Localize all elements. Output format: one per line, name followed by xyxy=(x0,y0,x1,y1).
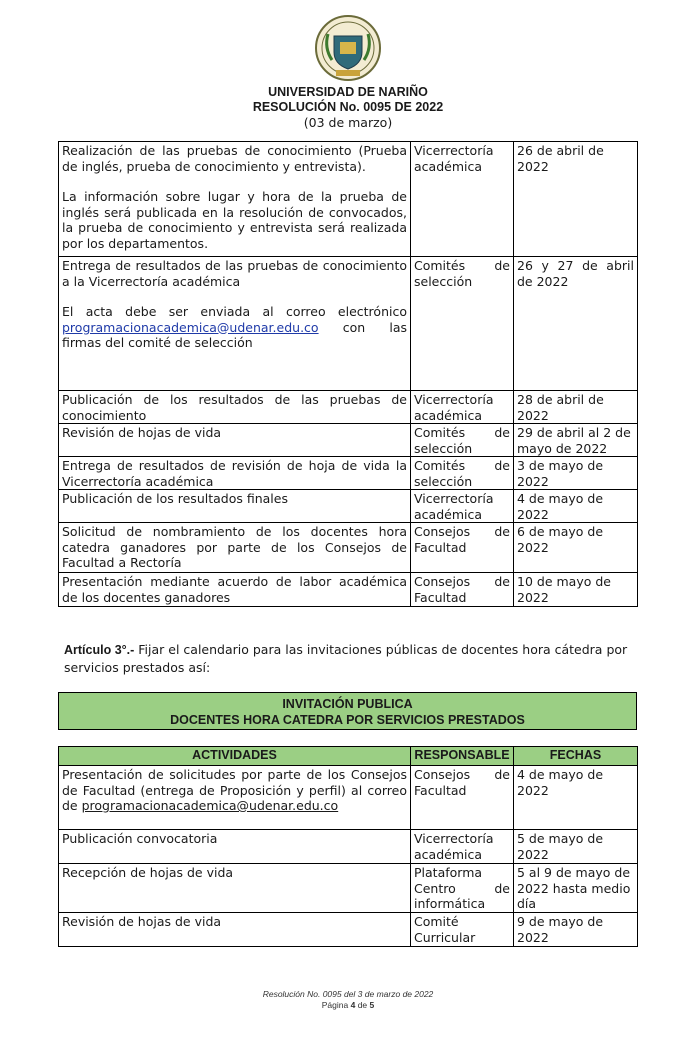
invitation-subtitle: DOCENTES HORA CATEDRA POR SERVICIOS PRESTADOS xyxy=(170,713,525,727)
date-cell: 4 de mayo de 2022 xyxy=(514,766,638,830)
university-name: UNIVERSIDAD DE NARIÑO xyxy=(268,85,428,99)
table-header-row xyxy=(59,747,638,766)
activity-cell: Recepción de hojas de vida xyxy=(59,864,411,913)
table-row xyxy=(59,830,638,864)
responsible-cell: Comités de selección xyxy=(411,257,514,391)
activity-cell: Presentación de solicitudes por parte de los Consejos de Facultad (entrega de Proposición y perfil) al correo de programacionacademica@udenar.edu.co xyxy=(59,766,411,830)
date-cell: 26 y 27 de abril de 2022 xyxy=(514,257,638,391)
schedule-table-2 xyxy=(58,746,638,947)
date-cell: 29 de abril al 2 de mayo de 2022 xyxy=(514,424,638,457)
table-row xyxy=(59,864,638,913)
responsible-cell: Plataforma Centro de informática xyxy=(411,864,514,913)
activity-cell: Entrega de resultados de revisión de hoja de vida la Vicerrectoría académica xyxy=(59,457,411,490)
activity-cell: Publicación convocatoria xyxy=(59,830,411,864)
column-header-dates: FECHAS xyxy=(514,747,638,766)
date-cell: 4 de mayo de 2022 xyxy=(514,490,638,523)
resolution-date: (03 de marzo) xyxy=(303,115,393,130)
date-cell: 26 de abril de 2022 xyxy=(514,142,638,257)
email-link[interactable]: programacionacademica@udenar.edu.co xyxy=(81,798,339,813)
date-cell: 9 de mayo de 2022 xyxy=(514,913,638,947)
date-cell: 6 de mayo de 2022 xyxy=(514,523,638,573)
table-row xyxy=(59,766,638,830)
date-cell: 5 al 9 de mayo de 2022 hasta medio día xyxy=(514,864,638,913)
table-row xyxy=(59,457,638,490)
date-cell: 3 de mayo de 2022 xyxy=(514,457,638,490)
table-row xyxy=(59,523,638,573)
table-row xyxy=(59,573,638,607)
article-3 xyxy=(64,641,636,676)
responsible-cell: Comités de selección xyxy=(411,424,514,457)
activity-cell: Presentación mediante acuerdo de labor académica de los docentes ganadores xyxy=(59,573,411,607)
column-header-activities: ACTIVIDADES xyxy=(59,747,411,766)
responsible-cell: Vicerrectoría académica xyxy=(411,490,514,523)
activity-cell: Publicación de los resultados de las pruebas de conocimiento xyxy=(59,391,411,424)
article-text: Fijar el calendario para las invitaciones públicas de docentes hora cátedra por servicios prestados así: xyxy=(64,642,628,675)
date-cell: 5 de mayo de 2022 xyxy=(514,830,638,864)
footer-page-number: Página 4 de 5 xyxy=(321,1000,375,1010)
table-row xyxy=(59,913,638,947)
responsible-cell: Vicerrectoría académica xyxy=(411,142,514,257)
responsible-cell: Consejos de Facultad xyxy=(411,573,514,607)
activity-cell: Publicación de los resultados finales xyxy=(59,490,411,523)
resolution-number: RESOLUCIÓN No. 0095 DE 2022 xyxy=(252,100,444,114)
footer-resolution: Resolución No. 0095 del 3 de marzo de 2022 xyxy=(262,989,434,999)
date-cell: 28 de abril de 2022 xyxy=(514,391,638,424)
responsible-cell: Vicerrectoría académica xyxy=(411,391,514,424)
activity-cell: Revisión de hojas de vida xyxy=(59,913,411,947)
table-row xyxy=(59,142,638,257)
responsible-cell: Consejos de Facultad xyxy=(411,766,514,830)
column-header-responsible: RESPONSABLE xyxy=(411,747,514,766)
activity-cell: Solicitud de nombramiento de los docentes hora catedra ganadores por parte de los Consejos de Facultad a Rectoría xyxy=(59,523,411,573)
responsible-cell: Consejos de Facultad xyxy=(411,523,514,573)
activity-cell: Revisión de hojas de vida xyxy=(59,424,411,457)
activity-cell: Realización de las pruebas de conocimiento (Prueba de inglés, prueba de conocimiento y entrevista). La información sobre lugar y hora de la prueba de inglés será publicada en la resolución de convocados, la prueba de conocimiento y entrevista será realizada por los departamentos. xyxy=(59,142,411,257)
invitation-banner xyxy=(58,692,637,730)
invitation-title: INVITACIÓN PUBLICA xyxy=(282,697,413,711)
university-seal-logo xyxy=(314,14,382,82)
table-row xyxy=(59,490,638,523)
email-link[interactable]: programacionacademica@udenar.edu.co xyxy=(62,319,319,335)
responsible-cell: Vicerrectoría académica xyxy=(411,830,514,864)
table-row xyxy=(59,257,638,391)
activity-cell: Entrega de resultados de las pruebas de conocimiento a la Vicerrectoría académica El acta debe ser enviada al correo electrónico programacionacademica@udenar.edu.co con las firmas del comité de selección xyxy=(59,257,411,391)
responsible-cell: Comités de selección xyxy=(411,457,514,490)
responsible-cell: Comité Curricular xyxy=(411,913,514,947)
article-label: Artículo 3°.- xyxy=(64,643,135,657)
schedule-table-1 xyxy=(58,141,638,607)
table-row xyxy=(59,391,638,424)
table-row xyxy=(59,424,638,457)
date-cell: 10 de mayo de 2022 xyxy=(514,573,638,607)
